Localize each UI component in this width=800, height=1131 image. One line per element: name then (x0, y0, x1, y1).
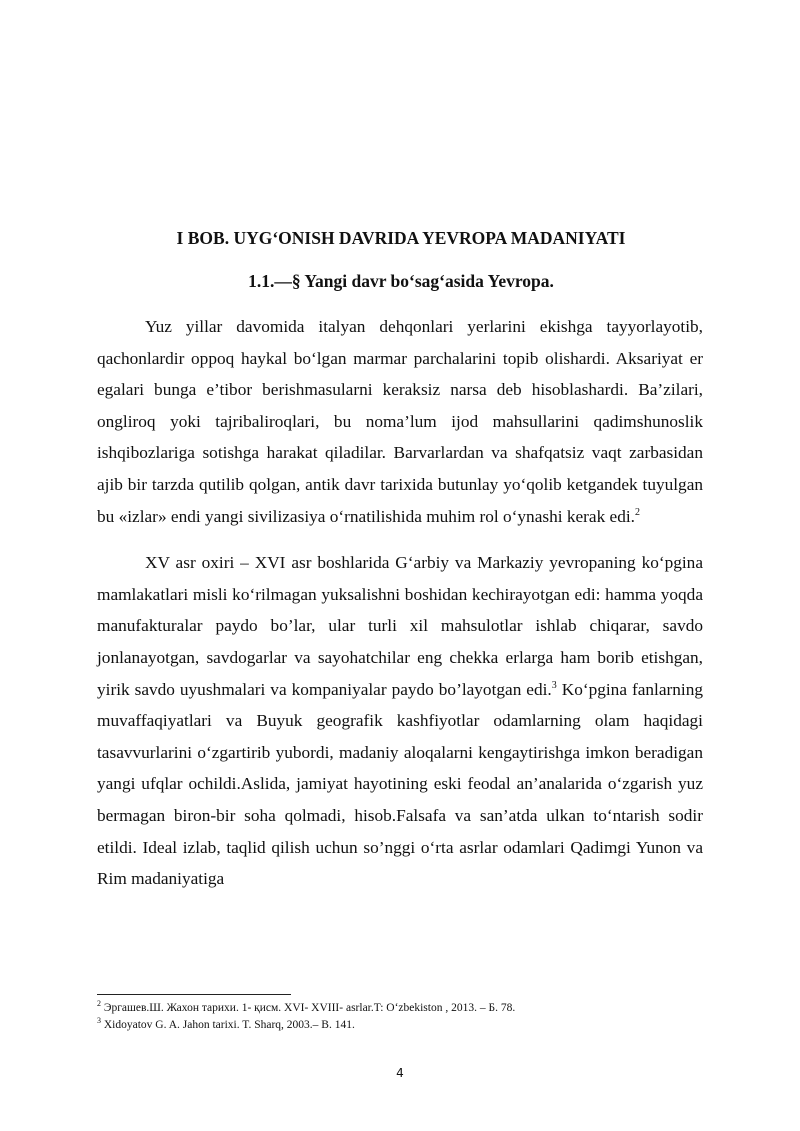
paragraph-2 (97, 547, 703, 895)
chapter-title: I BOB. UYG‘ONISH DAVRIDA YEVROPA MADANIYATI (176, 228, 626, 248)
footnote-2 (97, 1000, 703, 1017)
page-number: 4 (396, 1066, 404, 1080)
paragraph-2-text-a: XV asr oxiri – XVI asr boshlarida G‘arbiy va Markaziy yevropaning ko‘pgina mamlakatlari misli ko‘rilmagan yuksalishni boshidan kechirayotgan edi: hamma yoqda manufakturalar paydo bo’lar, ular turli xil mahsulotlar ishlab chiqarar, savdo jonlanayotgan, savdogarlar va sayohatchilar eng chekka erlarga ham borib etishgan, yirik savdo uyushmalari va kompaniyalar paydo bo’layotgan edi. (97, 553, 703, 699)
footnote-text: Xidoyatov G. A. Jahon tarixi. T. Sharq, 2003.– В. 141. (103, 1019, 355, 1031)
footnote-ref-2[interactable]: 2 (635, 506, 640, 518)
footnote-number: 3 (97, 1016, 101, 1026)
footnote-ref-3[interactable]: 3 (551, 679, 557, 691)
footnote-number: 2 (97, 999, 101, 1009)
footnotes (97, 1000, 703, 1034)
body-text (97, 311, 703, 910)
footnote-3 (97, 1017, 703, 1034)
paragraph-2-text-b: Ko‘pgina fanlarning muvaffaqiyatlari va Buyuk geografik kashfiyotlar odamlarning olam haqidagi tasavvurlarini o‘zgartirib yubordi, madaniy aloqalarni kengaytirishga imkon beradigan yangi ufqlar ochildi.Aslida, jamiyat hayotining eski feodal an’analarida o‘zgarish yuz bermagan biron-bir soha qolmadi, hisob.Falsafa va san’atda ulkan to‘ntarish sodir etildi. Ideal izlab, taqlid qilish uchun so’nggi o‘rta asrlar odamlari Qadimgi Yunon va Rim madaniyatiga (97, 679, 703, 889)
section-title: 1.1.—§ Yangi davr bo‘sag‘asida Yevropa. (248, 271, 554, 291)
paragraph-1-text: Yuz yillar davomida italyan dehqonlari yerlarini ekishga tayyorlayotib, qachonlardir oppoq haykal bo‘lgan marmar parchalarini topib olishardi. Aksariyat er egalari bunga e’tibor berishmasularni keraksiz narsa deb hisoblashardi. Ba’zilari, ongliroq yoki tajribaliroqlari, bu noma’lum ijod mahsullarini qadimshunoslik ishqibozlariga sotishga harakat qiladilar. Barvarlardan va shafqatsiz vaqt zarbasidan ajib bir tarzda qutilib qolgan, antik davr tarixida butunlay yo‘qolib ketgandek tuyulgan bu «izlar» endi yangi sivilizasiya o‘rnatilishida muhim rol o‘ynashi kerak edi. (97, 317, 703, 526)
paragraph-1 (97, 311, 703, 532)
footnote-text: Эргашев.Ш. Жахон тарихи. 1- қисм. XVI- XVIII- asrlar.T: O‘zbekiston , 2013. – Б. 78. (103, 1002, 516, 1014)
footnote-separator (97, 994, 291, 995)
